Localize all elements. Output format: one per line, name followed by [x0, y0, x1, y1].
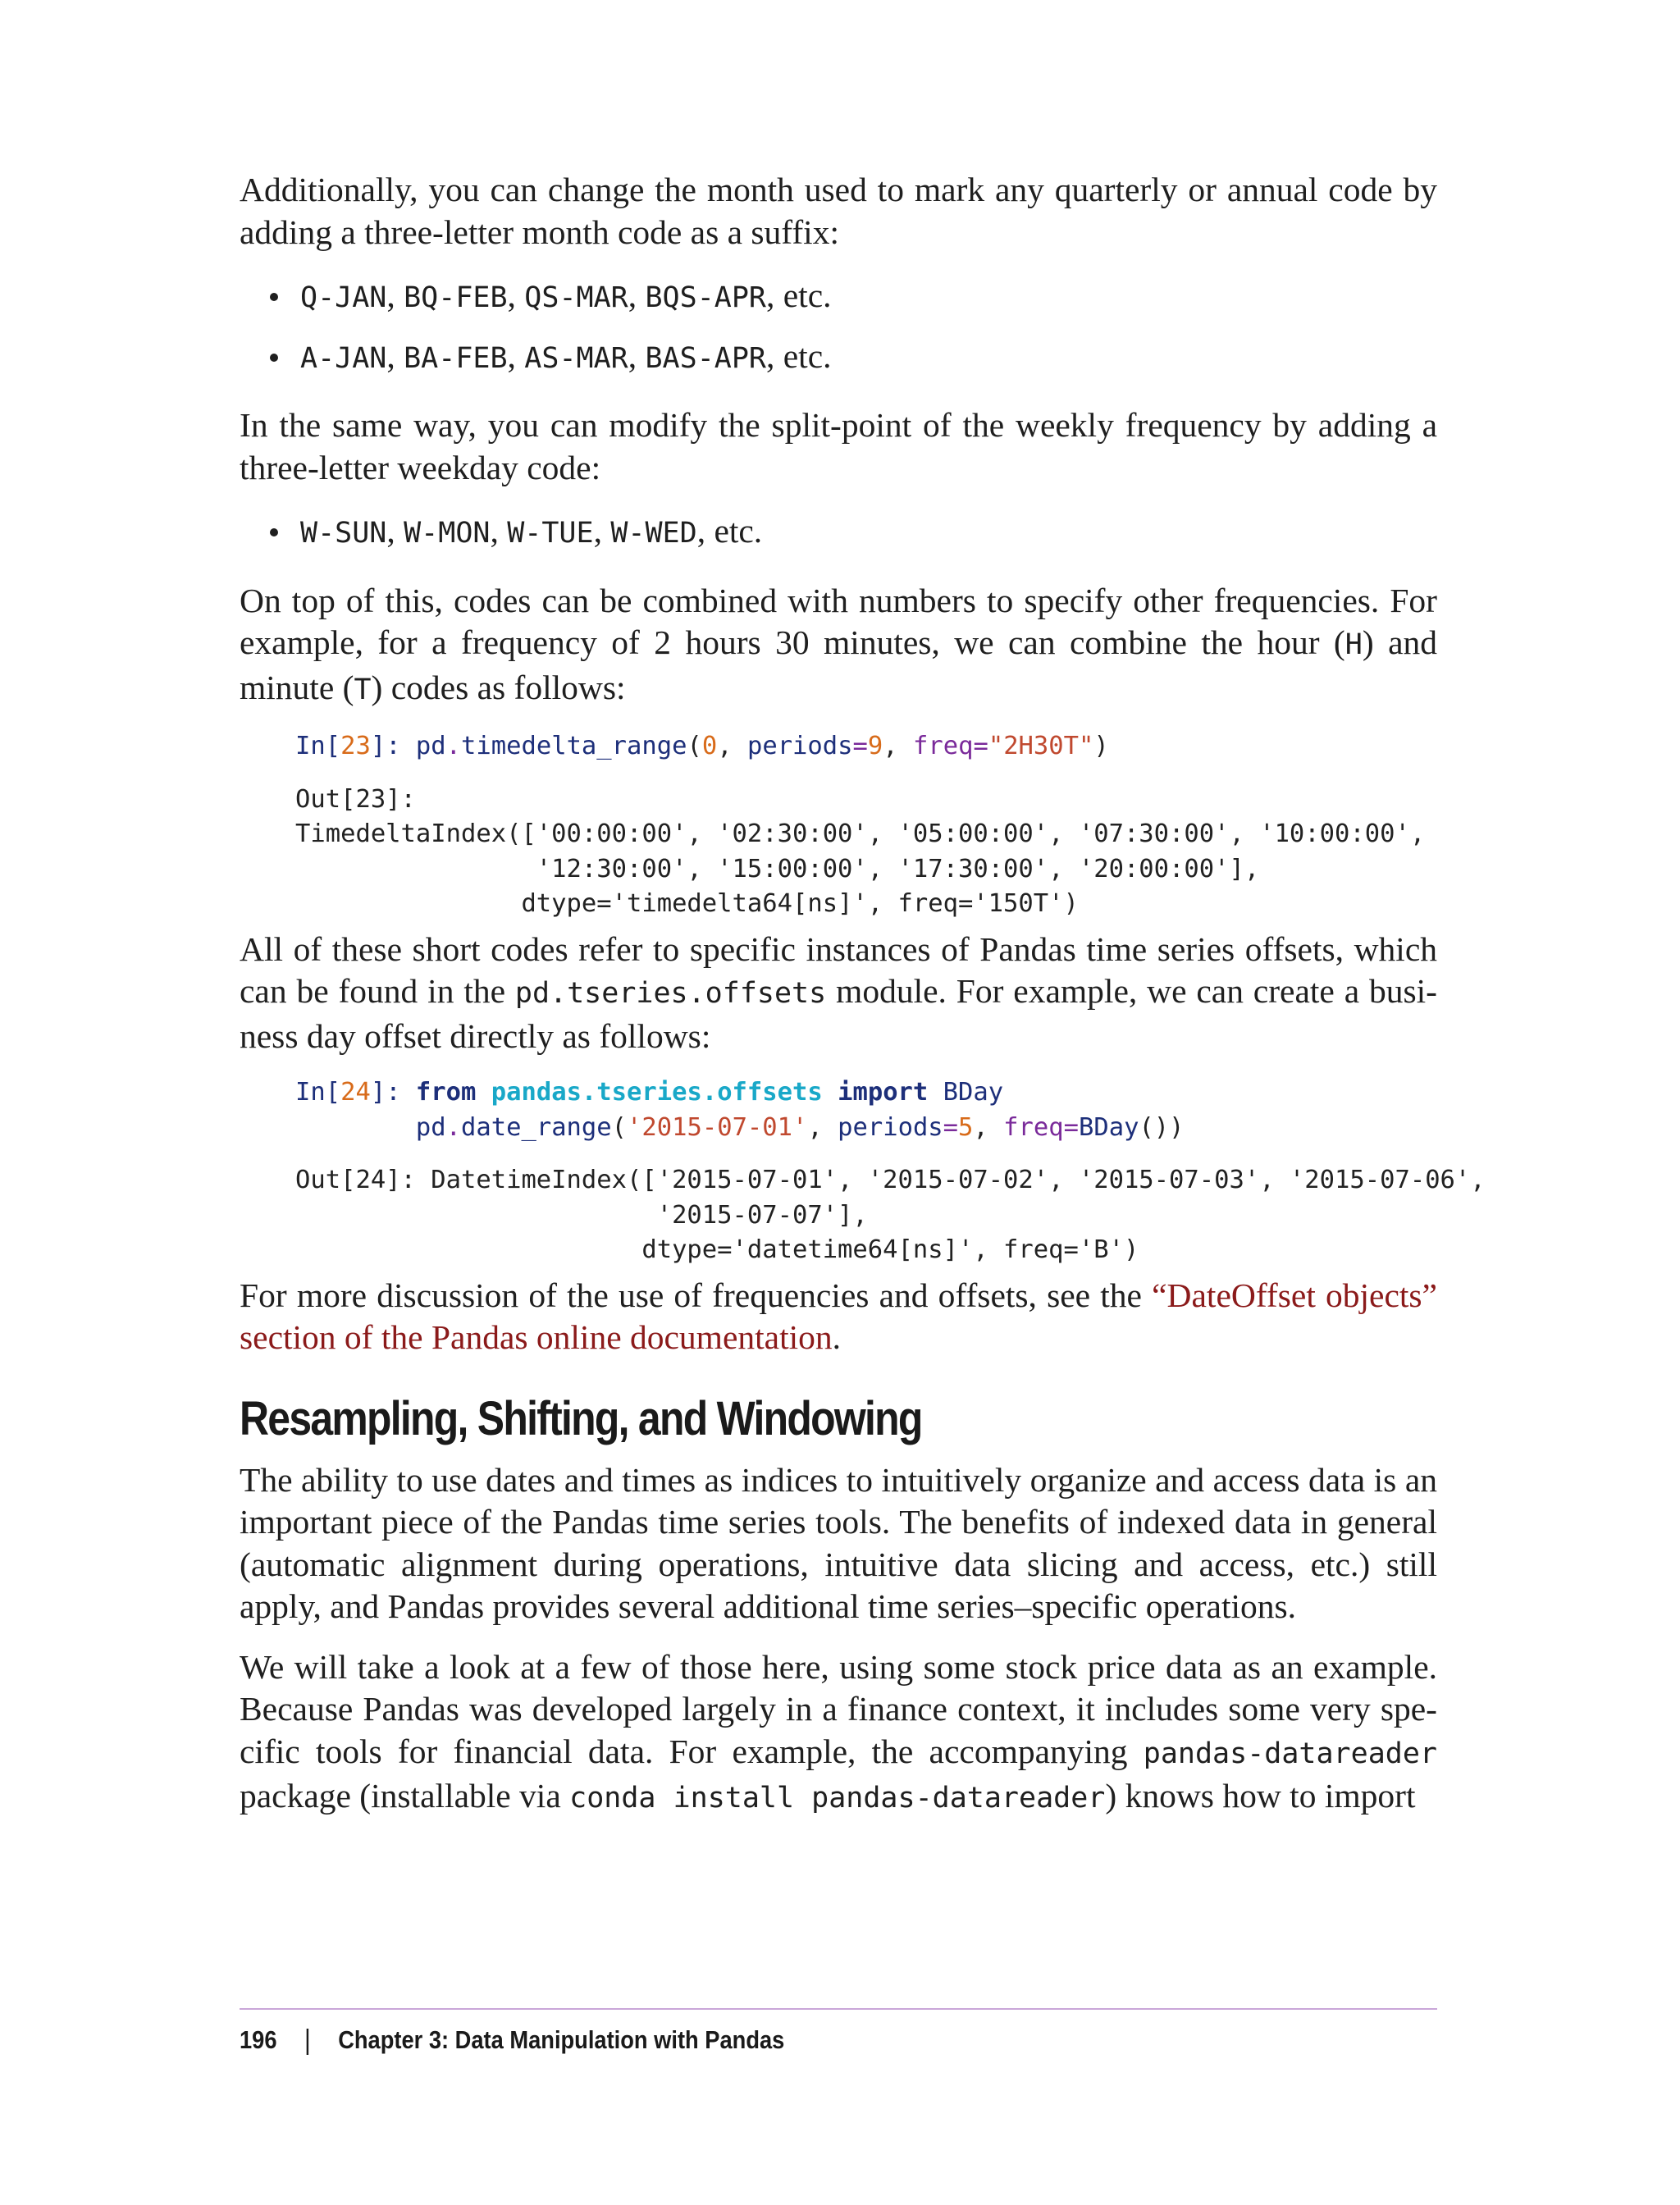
code-w-sun: W-SUN — [300, 517, 387, 550]
code-conda-install: conda install pandas-datareader — [569, 1782, 1106, 1815]
list-item: A-JAN, BA-FEB, AS-MAR, BAS-APR, etc. — [240, 336, 1437, 381]
code-bq-feb: BQ-FEB — [404, 281, 508, 314]
paragraph-month-suffix: Additionally, you can change the month used to mark any quarterly or annual code by adding a three-letter month code as a suffix: — [240, 171, 1437, 251]
code-h: H — [1344, 628, 1363, 661]
paragraph-further-discussion: For more discussion of the use of frequencies and offsets, see the “DateOffset objects” section of the Pandas online documentation. — [240, 1276, 1437, 1356]
paragraph-offsets-module: All of these short codes refer to specific instances of Pandas time series offsets, which can be found in the pd.tseries.offsets module. For example, we can create a business day offset directly as follows: — [240, 929, 1437, 1055]
code-w-wed: W-WED — [610, 517, 697, 550]
footer-separator: | — [304, 2025, 311, 2056]
code-ba-feb: BA-FEB — [404, 341, 508, 375]
code-a-jan: A-JAN — [300, 341, 387, 375]
code-bqs-apr: BQS-APR — [645, 281, 766, 314]
code-as-mar: AS-MAR — [524, 341, 628, 375]
paragraph-combined-codes: On top of this, codes can be combined with numbers to specify other frequencies. For example, for a frequency of 2 hours 30 minutes, we can combine the hour (H) and minute (T) codes as follows: — [240, 581, 1437, 706]
section-heading: Resampling, Shifting, and Windowing — [240, 1391, 922, 1445]
list-item: W-SUN, W-MON, W-TUE, W-WED, etc. — [240, 510, 1437, 555]
page-number: 196 — [240, 2025, 277, 2054]
paragraph-weekly-split: In the same way, you can modify the split-point of the weekly frequency by adding a three-letter weekday code: — [240, 406, 1437, 486]
code-input-23: In[23]: pd.timedelta_range(0, periods=9, freq="2H30T") — [295, 732, 1109, 760]
code-w-mon: W-MON — [404, 517, 491, 550]
code-tseries-offsets: pd.tseries.offsets — [514, 977, 827, 1010]
list-tail: etc. — [714, 512, 763, 550]
list-tail: etc. — [783, 336, 832, 375]
code-t: T — [354, 673, 372, 706]
code-bas-apr: BAS-APR — [645, 341, 766, 375]
list-tail: etc. — [783, 276, 832, 314]
bullet-list-quarterly-annual — [240, 275, 1437, 380]
page-content — [240, 169, 1486, 1820]
code-input-24: In[24]: from pandas.tseries.offsets import BDay pd.date_range('2015-07-01', periods=5, freq=BDay()) — [295, 1078, 1185, 1142]
paragraph-indexed-data: The ability to use dates and times as indices to intuitively organize and access data is an important piece of the Pandas time series tools. The benefits of indexed data in general (automatic alignment during operations, intuitive data slicing and access, etc.) still apply, and Pandas provides several additional time series–specific operations. — [240, 1460, 1437, 1625]
dateoffset-docs-link[interactable]: “DateOffset objects” section of the Pandas online documentation — [240, 1276, 1437, 1356]
list-item: Q-JAN, BQ-FEB, QS-MAR, BQS-APR, etc. — [240, 275, 1437, 320]
footer-divider — [240, 2008, 1437, 2010]
code-output-24: Out[24]: DatetimeIndex(['2015-07-01', '2015-07-02', '2015-07-03', '2015-07-06', '2015-07-07'], dtype='datetime64[ns]', freq='B') — [295, 1166, 1486, 1264]
page-footer — [240, 2020, 784, 2061]
bullet-list-weekly — [240, 510, 1437, 555]
code-w-tue: W-TUE — [507, 517, 594, 550]
paragraph-stock-data: We will take a look at a few of those here, using some stock price data as an example. Because Pandas was developed largely in a finance context, it includes some very specific tools for financial data. For example, the accompanying pandas-datareader package (installable via conda install pandas-datareader) knows how to import — [240, 1647, 1437, 1815]
code-pandas-datareader: pandas-datareader — [1143, 1737, 1437, 1770]
code-output-23: Out[23]: TimedeltaIndex(['00:00:00', '02:30:00', '05:00:00', '07:30:00', '10:00:00', '12:30:00', '15:00:00', '17:30:00', '20:00:00'], dtype='timedelta64[ns]', freq='150T') — [295, 784, 1426, 918]
code-qs-mar: QS-MAR — [524, 281, 628, 314]
chapter-title: Chapter 3: Data Manipulation with Pandas — [338, 2025, 785, 2054]
code-q-jan: Q-JAN — [300, 281, 387, 314]
